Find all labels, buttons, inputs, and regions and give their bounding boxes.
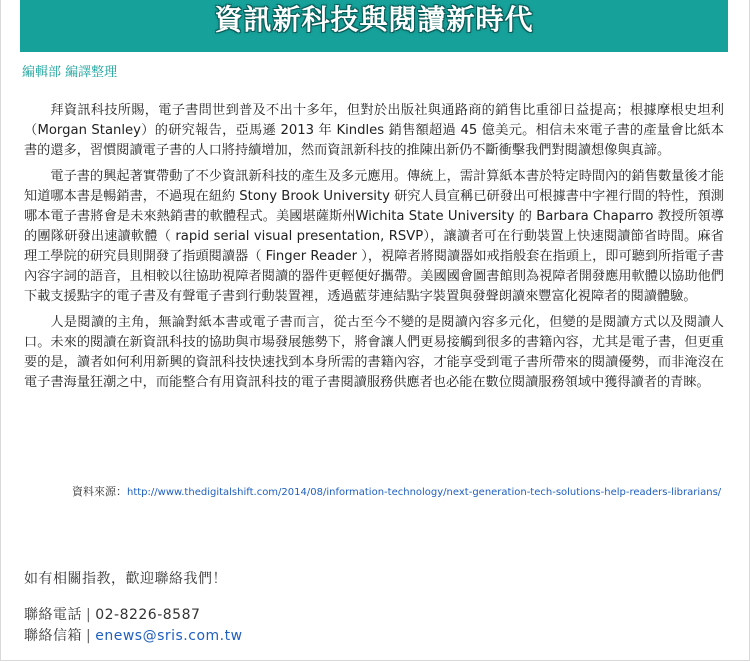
- article-paragraph-3: 人是閱讀的主角，無論對紙本書或電子書而言，從古至今不變的是閱讀內容多元化，但變的是閱讀方式以及閱讀人口。未來的閱讀在新資訊科技的協助與市場發展態勢下，將會讓人們更易接觸到很多的書籍內容，尤其是電子書，但更重要的是，讀者如何利用新興的資訊科技快速找到本身所需的書籍內容，才能享受到電子書所帶來的閱讀優勢，而非淹沒在電子書海量狂潮之中，而能整合有用資訊科技的電子書閱讀服務供應者也必能在數位閱讀服務領域中獲得讀者的青睞。: [24, 315, 724, 390]
- source-link[interactable]: http://www.thedigitalshift.com/2014/08/information-technology/next-generation-tech-solutions-help-readers-librarians/: [127, 487, 722, 498]
- email-separator: |: [86, 628, 92, 644]
- email-label: 聯絡信箱: [24, 628, 82, 644]
- source-citation: [72, 483, 732, 499]
- contact-email-row: [24, 625, 243, 645]
- phone-number: 02-8226-8587: [95, 607, 201, 623]
- article-body: [24, 101, 724, 399]
- article-paragraph-1: 拜資訊科技所賜，電子書問世到普及不出十多年，但對於出版社與通路商的銷售比重卻日益提高；根據摩根史坦利（Morgan Stanley）的研究報告，亞馬遜 2013 年 Kindles 銷售額超過 45 億美元。相信未來電子書的產量會比紙本書的還多，習慣閱讀電子書的人口將持續增加，然而資訊新科技的推陳出新仍不斷衝擊我們對閱讀想像與真諦。: [24, 103, 724, 158]
- phone-separator: |: [86, 607, 92, 623]
- contact-intro: 如有相關指教，歡迎聯絡我們！: [24, 571, 227, 587]
- article-paragraph-2: 電子書的興起著實帶動了不少資訊新科技的產生及多元應用。傳統上，需計算紙本書於特定時間內的銷售數量後才能知道哪本書是暢銷書，不過現在紐約 Stony Brook University 研究人員宣稱已研發出可根據書中字裡行間的特性，預測哪本電子書將會是未來熱銷書的軟體程式。美國堪薩斯州Wichita State University 的 Barbara Chaparro 教授所領導的團隊研發出速讀軟體（ rapid serial visual presentation, RSVP），讓讀者可在行動裝置上快速閱讀節省時間。麻省理工學院的研究員則開發了指頭閱讀器（ Finger Reader ），視障者將閱讀器如戒指般套在指頭上，即可聽到所指電子書內容字詞的語音，且相較以往協助視障者閱讀的器件更輕便好攜帶。美國國會圖書館則為視障者開發應用軟體以協助他們下載支援點字的電子書及有聲電子書到行動裝置裡，透過藍芽連結點字裝置與發聲朗讀來豐富化視障者的閱讀體驗。: [24, 169, 724, 304]
- email-link[interactable]: enews@sris.com.tw: [95, 628, 243, 644]
- page-title: 資訊新科技與閱讀新時代: [214, 3, 534, 36]
- byline: 編輯部 編譯整理: [22, 65, 118, 80]
- source-label: 資料來源：: [72, 485, 127, 498]
- contact-phone-row: [24, 604, 200, 624]
- phone-label: 聯絡電話: [24, 607, 82, 623]
- title-banner: [20, 0, 728, 52]
